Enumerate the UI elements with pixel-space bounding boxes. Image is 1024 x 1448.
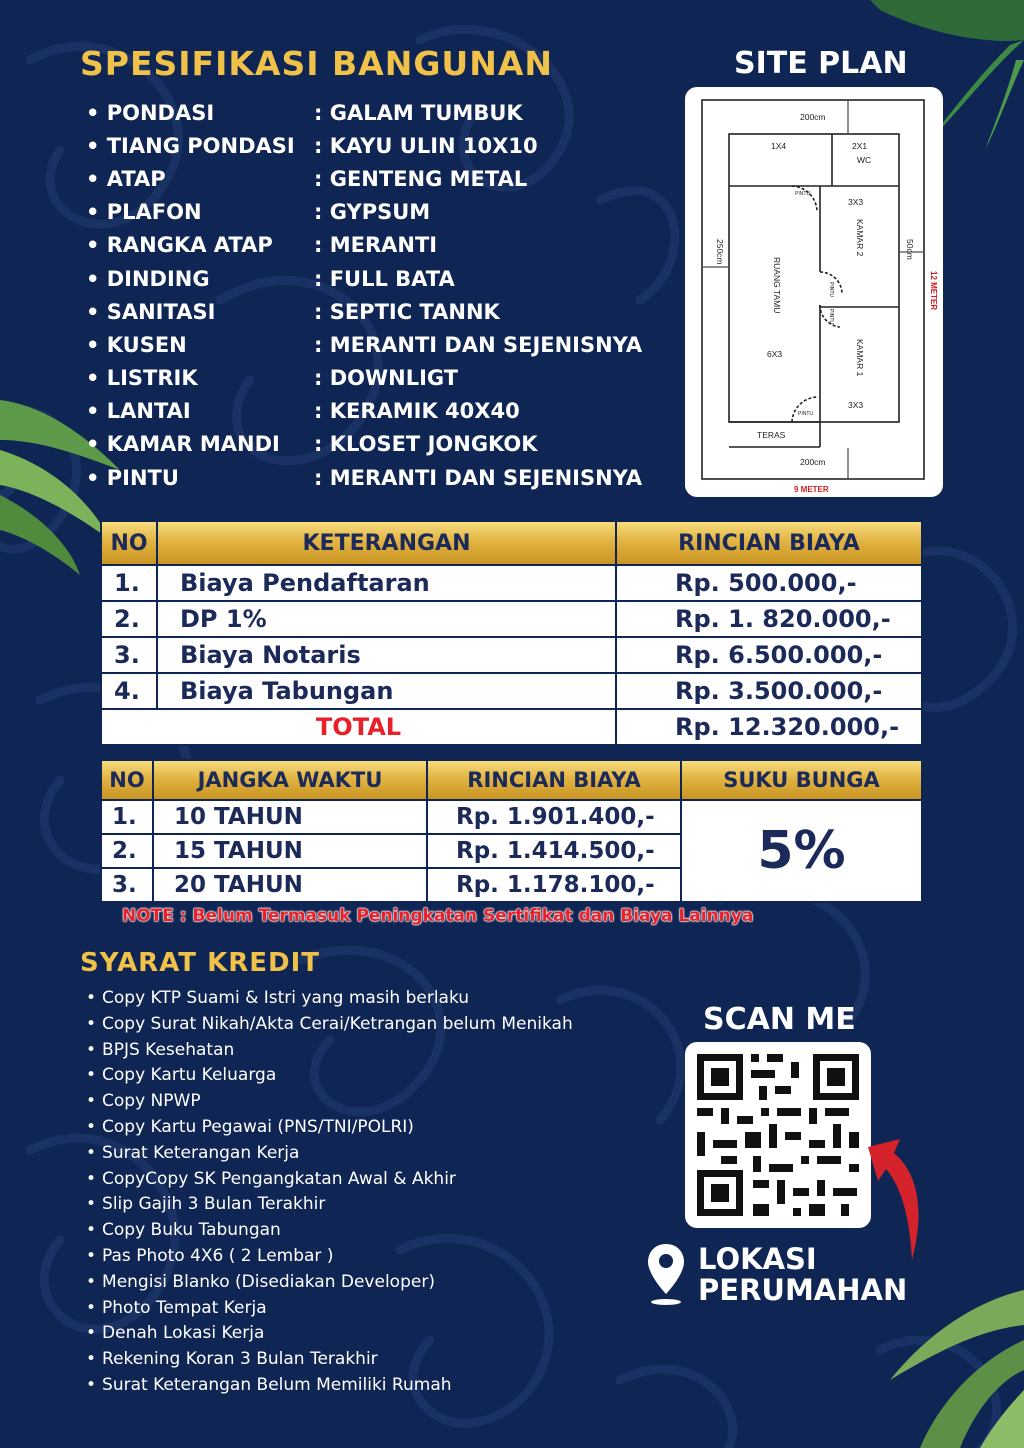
row-biaya: Rp. 1.901.400,- [427,800,681,834]
total-row [101,709,922,745]
syarat-title: SYARAT KREDIT [80,948,321,978]
row-biaya: Rp. 6.500.000,- [616,637,922,673]
spec-row [86,129,646,162]
spec-row [86,162,646,195]
row-keterangan: Biaya Tabungan [157,673,616,709]
list-item: • Mengisi Blanko (Disediakan Developer) [86,1270,573,1296]
door-label: PINTU [798,411,813,417]
col-no: NO [101,760,153,800]
spec-label: • PINTU [86,465,179,490]
syarat-list [86,986,573,1399]
row-no: 2. [101,601,157,637]
lokasi-perumahan [698,1244,907,1306]
spec-row [86,362,646,395]
qr-code-icon [685,1042,871,1228]
list-item: • BPJS Kesehatan [86,1038,573,1064]
top-setback-label: 200cm [800,112,826,122]
spesifikasi-title: SPESIFIKASI BANGUNAN [80,44,553,83]
spec-value: : DOWNLIGT [314,366,459,391]
qr-code[interactable] [685,1042,871,1228]
list-item: • Copy Surat Nikah/Akta Cerai/Ketrangan belum Menikah [86,1012,573,1038]
row-jangka: 20 TAHUN [153,868,427,902]
bottom-setback-label: 200cm [800,457,826,467]
list-item: • Photo Tempat Kerja [86,1296,573,1322]
row-biaya: Rp. 1.414.500,- [427,834,681,868]
col-rincian-biaya: RINCIAN BIAYA [427,760,681,800]
note-text: NOTE : Belum Termasuk Peningkatan Sertifikat dan Biaya Lainnya [122,906,754,926]
kamar2-label: KAMAR 2 [855,219,865,257]
row-jangka: 15 TAHUN [153,834,427,868]
spec-value: : KLOSET JONGKOK [314,432,538,457]
door-label: PINTU [828,309,834,324]
spec-value: : SEPTIC TANNK [314,299,500,324]
kamar1-label: KAMAR 1 [855,339,865,377]
spec-label: • LISTRIK [86,366,198,391]
spec-value: : MERANTI DAN SEJENISNYA [314,465,643,490]
table-row [101,601,922,637]
row-biaya: Rp. 1. 820.000,- [616,601,922,637]
col-no: NO [101,521,157,565]
list-item: • Slip Gajih 3 Bulan Terakhir [86,1192,573,1218]
row-biaya: Rp. 1.178.100,- [427,868,681,902]
house-outline [729,134,899,422]
spec-row [86,428,646,461]
spec-value: : GALAM TUMBUK [314,100,523,125]
kamar2-size-label: 3X3 [848,197,864,207]
spec-label: • KUSEN [86,332,187,357]
spec-label: • LANTAI [86,399,191,424]
spec-label: • KAMAR MANDI [86,432,280,457]
kamar1-size-label: 3X3 [848,400,864,410]
row-no: 1. [101,565,157,601]
width-label: 9 METER [794,485,829,494]
list-item: • Surat Keterangan Belum Memiliki Rumah [86,1373,573,1399]
list-item: • Rekening Koran 3 Bulan Terakhir [86,1347,573,1373]
list-item: • Copy Kartu Keluarga [86,1063,573,1089]
list-item: • Copy Kartu Pegawai (PNS/TNI/POLRI) [86,1115,573,1141]
teras-label: TERAS [757,430,786,440]
cicilan-table [100,759,923,903]
table-row [101,800,922,834]
spec-row [86,262,646,295]
lokasi-line-2: PERUMAHAN [698,1273,908,1307]
location-pin-icon [646,1242,686,1308]
scan-me-title: SCAN ME [703,1002,856,1037]
spec-row [86,461,646,494]
row-keterangan: DP 1% [157,601,616,637]
biaya-header-row [101,521,922,565]
biaya-table [100,520,923,746]
row-keterangan: Biaya Pendaftaran [157,565,616,601]
spec-label: • ATAP [86,166,166,191]
row-jangka: 10 TAHUN [153,800,427,834]
ruang-tamu-size-label: 6X3 [767,349,783,359]
spec-value: : KERAMIK 40X40 [314,399,520,424]
spec-row [86,229,646,262]
row-no: 1. [101,800,153,834]
left-dim-label: 250cm [715,239,725,265]
length-label: 12 METER [929,271,938,311]
spec-row [86,395,646,428]
list-item: • Copy KTP Suami & Istri yang masih berlaku [86,986,573,1012]
spec-value: : MERANTI [314,233,438,258]
list-item: • Pas Photo 4X6 ( 2 Lembar ) [86,1244,573,1270]
site-plan-card [685,87,943,497]
spec-label: • PLAFON [86,200,202,225]
right-dim-label: 50cm [905,239,915,260]
spec-value: : GENTENG METAL [314,166,528,191]
spec-value: : MERANTI DAN SEJENISNYA [314,332,643,357]
row-no: 2. [101,834,153,868]
cicilan-header-row [101,760,922,800]
list-item: • Denah Lokasi Kerja [86,1321,573,1347]
spec-value: : FULL BATA [314,266,455,291]
row-keterangan: Biaya Notaris [157,637,616,673]
spec-value: : KAYU ULIN 10X10 [314,133,538,158]
spec-row [86,196,646,229]
list-item: • CopyCopy SK Pengangkatan Awal & Akhir [86,1167,573,1193]
row-biaya: Rp. 3.500.000,- [616,673,922,709]
wc-size-label: 2X1 [852,141,868,151]
door-label: PINTU [795,191,810,197]
lokasi-line-1: LOKASI [698,1242,817,1276]
col-suku-bunga: SUKU BUNGA [681,760,922,800]
site-plan-drawing [685,87,943,497]
spec-row [86,328,646,361]
spesifikasi-list [86,96,646,494]
spec-label: • TIANG PONDASI [86,133,295,158]
row-no: 3. [101,868,153,902]
door-label: PINTU [828,282,834,297]
total-value: Rp. 12.320.000,- [616,709,922,745]
spec-row [86,295,646,328]
table-row [101,637,922,673]
spec-row [86,96,646,129]
list-item: • Copy NPWP [86,1089,573,1115]
spec-label: • PONDASI [86,100,215,125]
col-rincian-biaya: RINCIAN BIAYA [616,521,922,565]
suku-bunga-value: 5% [681,800,922,902]
row-no: 4. [101,673,157,709]
spec-label: • RANGKA ATAP [86,233,273,258]
ruang-tamu-label: RUANG TAMU [772,257,782,314]
row-no: 3. [101,637,157,673]
spec-value: : GYPSUM [314,200,431,225]
wc-label: WC [857,155,872,165]
total-label: TOTAL [101,709,616,745]
col-jangka-waktu: JANGKA WAKTU [153,760,427,800]
site-plan-title: SITE PLAN [734,46,908,81]
room-1x4-label: 1X4 [771,141,787,151]
row-biaya: Rp. 500.000,- [616,565,922,601]
list-item: • Surat Keterangan Kerja [86,1141,573,1167]
table-row [101,673,922,709]
spec-label: • SANITASI [86,299,216,324]
list-item: • Copy Buku Tabungan [86,1218,573,1244]
col-keterangan: KETERANGAN [157,521,616,565]
spec-label: • DINDING [86,266,210,291]
table-row [101,565,922,601]
